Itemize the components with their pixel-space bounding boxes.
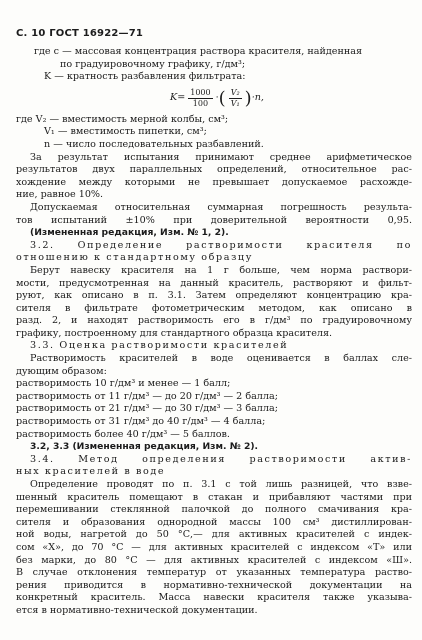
text-line: Допускаемая относительная суммарная погрешность результа- [30, 201, 412, 213]
formula-left-paren: ( [218, 87, 226, 109]
revision-note: 3.2, 3.3 (Измененная редакция, Изм. № 2). [30, 441, 259, 453]
text-line: Растворимость красителей в воде оценивается в баллах сле- [30, 353, 412, 365]
list-item: растворимость от 21 г/дм³ — до 30 г/дм³ — 3 балла; [16, 403, 278, 415]
list-item: растворимость от 11 г/дм³ — до 20 г/дм³ — 2 балла; [16, 390, 278, 402]
text-line: дующим образом: [16, 365, 107, 377]
dilution-formula [16, 84, 412, 114]
text-line: рения приводится в нормативно-технической документации на [16, 579, 412, 591]
text-line: сителя в фильтрате фотометрическим методом, как описано в [16, 302, 412, 314]
formula-eq: = [177, 92, 186, 104]
text-line: ной воды, нагретой до 50 °С,— для активных красителей с индек- [16, 529, 412, 541]
list-item: растворимость 10 г/дм³ и менее — 1 балл; [16, 378, 231, 390]
text-line: перемешивании стеклянной палочкой до полного смачивания кра- [16, 504, 412, 516]
text-line: V₁ — вместимость пипетки, см³; [44, 126, 207, 138]
text-line: Определение проводят по п. 3.1 с той лишь разницей, что взве- [30, 479, 412, 490]
text-line: сителя и образования однородной массы 100 см³ дистиллирован- [16, 516, 412, 528]
text-line: шенный краситель помещают в стакан и прибавляют частями при [16, 491, 412, 503]
revision-note: (Измененная редакция, Изм. № 1, 2). [30, 227, 229, 239]
fraction-v2-v1 [229, 88, 242, 109]
text-line: K — кратность разбавления фильтрата: [44, 71, 246, 83]
text-line: разд. 2, и находят растворимость его в г/дм³ по градуировочному [16, 315, 412, 327]
text-line: результатов двух параллельных определений, относительное рас- [16, 164, 412, 176]
section-heading: 3.3. Оценка растворимости красителей [30, 340, 289, 352]
text-line: где V₂ — вместимость мерной колбы, см³; [16, 113, 229, 125]
section-heading: ных красителей в воде [16, 466, 166, 478]
formula-lhs: K [170, 92, 178, 104]
section-heading: 3.2. Определение растворимости красителя по [30, 239, 412, 251]
formula-tail: ·n, [251, 92, 264, 104]
text-line: ние, равное 10%. [16, 189, 104, 201]
text-line: ется в нормативно-технической документации. [16, 604, 258, 616]
fraction-numerator: 1000 [190, 88, 211, 98]
list-item: растворимость более 40 г/дм³ — 5 баллов. [16, 428, 230, 440]
text-line: конкретный краситель. Масса навески красителя также указыва- [16, 592, 412, 604]
text-line: сом «Х», до 70 °С — для активных красителей с индексом «Т» или [16, 541, 412, 553]
document-body [16, 46, 412, 618]
formula-dot: · [215, 92, 219, 104]
text-line: тов испытаний ±10% при доверительной вероятности 0,95. [16, 214, 412, 226]
text-line: n — число последовательных разбавлений. [44, 138, 264, 150]
section-heading: отношению к стандартному образцу [16, 252, 253, 264]
text-line: мости, предусмотренная на данный краситель, растворяют и фильт- [16, 277, 412, 289]
text-line: Берут навеску красителя на 1 г больше, чем норма раствори- [30, 264, 412, 276]
page-header: С. 10 ГОСТ 16922—71 [16, 28, 144, 39]
text-line: За результат испытания принимают среднее арифметическое [30, 151, 412, 163]
fraction-1000-100 [188, 88, 212, 109]
fraction-numerator: V₂ [230, 88, 240, 98]
text-line: где с — массовая концентрация раствора красителя, найденная [34, 46, 363, 57]
text-line: графику, построенному для стандартного образца красителя. [16, 327, 333, 339]
text-line: по градуировочному графику, г/дм³; [60, 58, 246, 70]
text-line: руют, как описано в п. 3.1. Затем определяют концентрацию кра- [16, 290, 412, 302]
section-heading: 3.4. Метод определения растворимости актив- [30, 453, 412, 465]
fraction-denominator: 100 [192, 99, 209, 109]
text-line: В случае отклонения температур от указанных температура раство- [16, 567, 412, 579]
formula-right-paren: ) [244, 87, 252, 109]
fraction-denominator: V₁ [230, 99, 240, 109]
text-line: хождение между которыми не превышает допускаемое расхожде- [16, 176, 412, 188]
list-item: растворимость от 31 г/дм³ до 40 г/дм³ — 4 балла; [16, 416, 266, 428]
text-line: без марки, до 80 °С — для активных красителей с индексом «Ш». [16, 554, 412, 566]
